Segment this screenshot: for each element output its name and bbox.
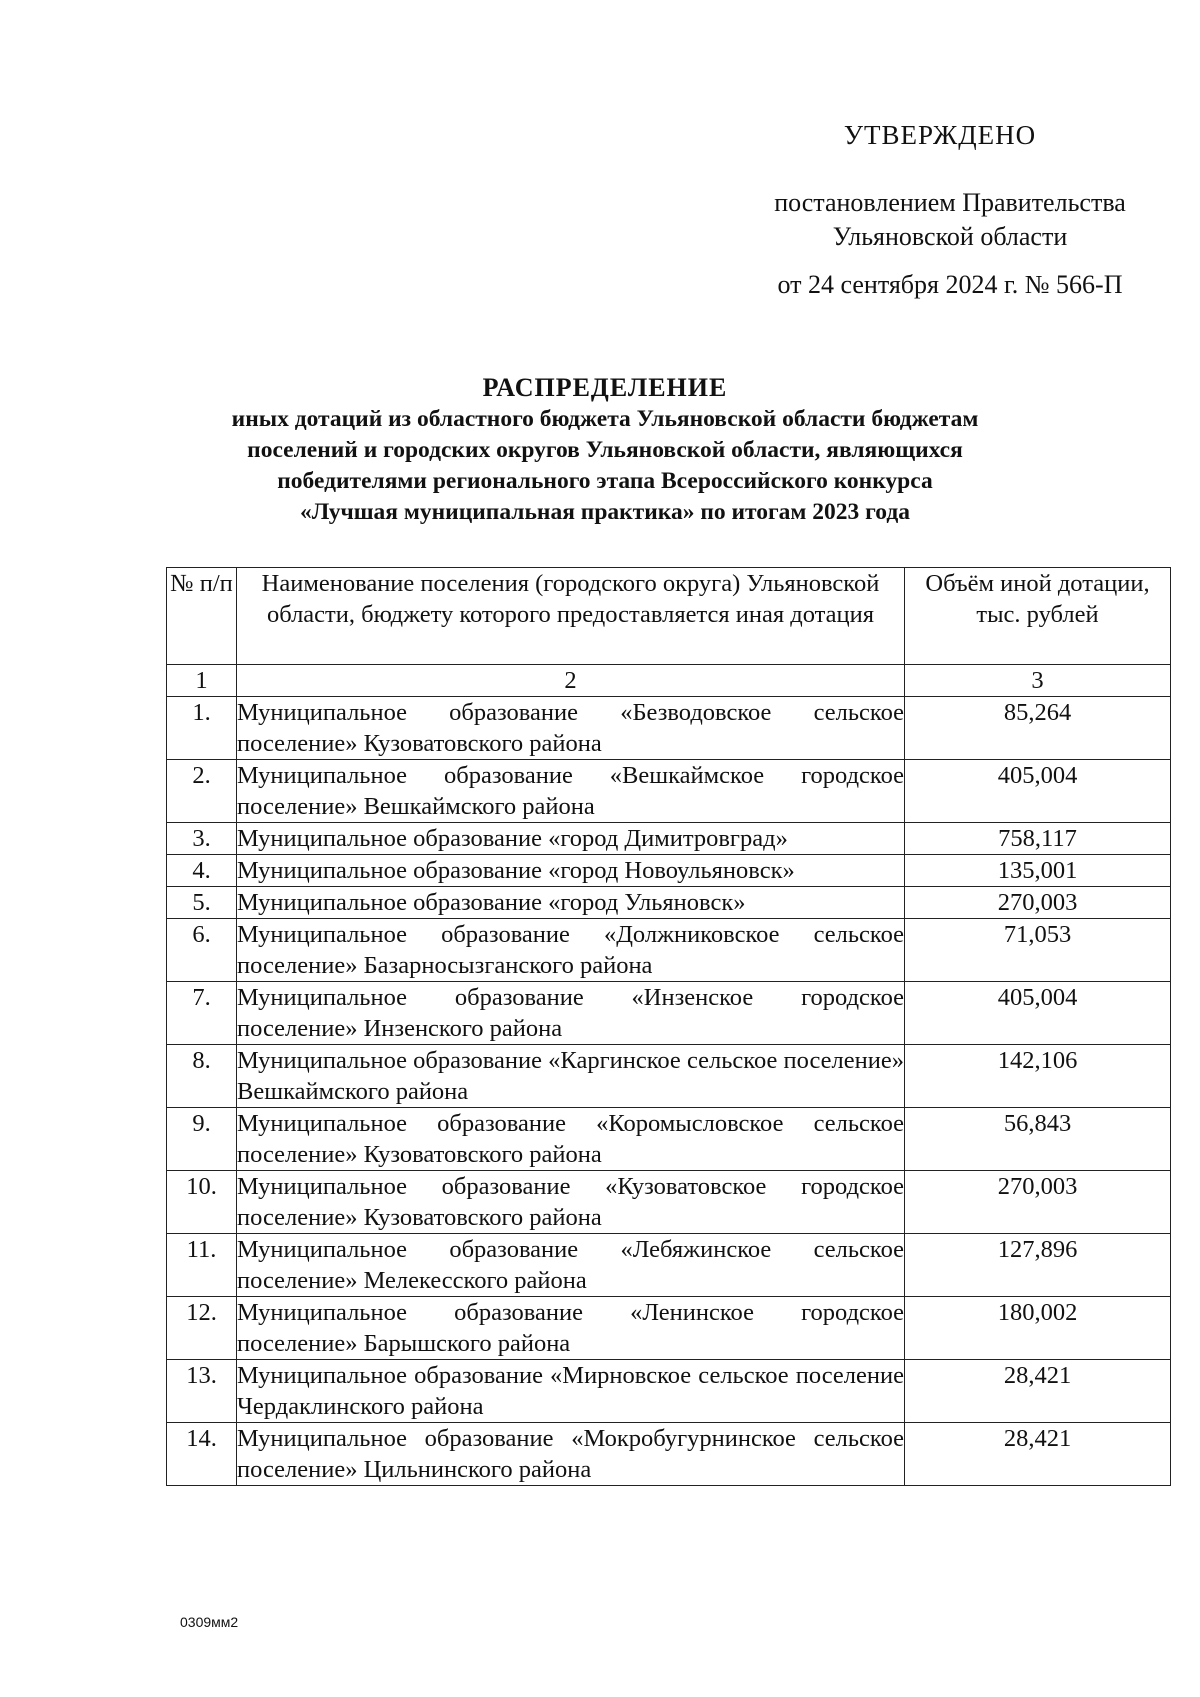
table-row <box>167 919 1171 982</box>
row-number: 11. <box>167 1234 237 1297</box>
table-row <box>167 1171 1171 1234</box>
table-row <box>167 887 1171 919</box>
row-amount: 270,003 <box>905 887 1171 919</box>
table-row <box>167 1234 1171 1297</box>
table-row <box>167 823 1171 855</box>
decree-date: от 24 сентября 2024 г. № 566-П <box>777 270 1123 299</box>
table-row <box>167 697 1171 760</box>
row-name: Муниципальное образование «Кузоватовское городское поселение» Кузоватовского района <box>237 1171 905 1234</box>
row-name: Муниципальное образование «Мокробугурнинское сельское поселение» Цильнинского района <box>237 1423 905 1486</box>
column-number-1: 1 <box>167 665 237 697</box>
row-number: 5. <box>167 887 237 919</box>
row-name: Муниципальное образование «Вешкаймское городское поселение» Вешкаймского района <box>237 760 905 823</box>
row-amount: 71,053 <box>905 919 1171 982</box>
row-amount: 28,421 <box>905 1360 1171 1423</box>
row-amount: 270,003 <box>905 1171 1171 1234</box>
row-amount: 56,843 <box>905 1108 1171 1171</box>
row-amount: 142,106 <box>905 1045 1171 1108</box>
row-name: Муниципальное образование «Безводовское сельское поселение» Кузоватовского района <box>237 697 905 760</box>
row-amount: 85,264 <box>905 697 1171 760</box>
title-line-4: «Лучшая муниципальная практика» по итогам 2023 года <box>300 499 910 525</box>
row-amount: 135,001 <box>905 855 1171 887</box>
row-name: Муниципальное образование «Инзенское городское поселение» Инзенского района <box>237 982 905 1045</box>
row-name: Муниципальное образование «Лебяжинское сельское поселение» Мелекесского района <box>237 1234 905 1297</box>
row-amount: 405,004 <box>905 760 1171 823</box>
row-number: 2. <box>167 760 237 823</box>
row-number: 13. <box>167 1360 237 1423</box>
row-amount: 405,004 <box>905 982 1171 1045</box>
header-num: № п/п <box>167 568 237 665</box>
row-name: Муниципальное образование «город Ульяновск» <box>237 887 905 919</box>
row-number: 8. <box>167 1045 237 1108</box>
table-row <box>167 1297 1171 1360</box>
column-number-3: 3 <box>905 665 1171 697</box>
title-main: РАСПРЕДЕЛЕНИЕ <box>482 373 728 402</box>
row-name: Муниципальное образование «Коромысловское сельское поселение» Кузоватовского района <box>237 1108 905 1171</box>
table-row <box>167 1045 1171 1108</box>
table-row <box>167 760 1171 823</box>
table-header-row <box>167 568 1171 665</box>
title-line-3: победителями регионального этапа Всероссийского конкурса <box>277 468 933 494</box>
distribution-table <box>166 567 1171 1486</box>
approval-stamp: УТВЕРЖДЕНО <box>843 120 1037 150</box>
title-line-1: иных дотаций из областного бюджета Ульяновской области бюджетам <box>231 406 979 432</box>
row-amount: 28,421 <box>905 1423 1171 1486</box>
row-amount: 758,117 <box>905 823 1171 855</box>
row-name: Муниципальное образование «Ленинское городское поселение» Барышского района <box>237 1297 905 1360</box>
table-row <box>167 982 1171 1045</box>
decree-line-1: постановлением Правительства <box>774 188 1126 217</box>
row-number: 14. <box>167 1423 237 1486</box>
row-amount: 180,002 <box>905 1297 1171 1360</box>
row-name: Муниципальное образование «Каргинское сельское поселение» Вешкаймского района <box>237 1045 905 1108</box>
title-line-2: поселений и городских округов Ульяновской области, являющихся <box>247 437 963 463</box>
row-name: Муниципальное образование «город Новоульяновск» <box>237 855 905 887</box>
row-number: 7. <box>167 982 237 1045</box>
row-name: Муниципальное образование «Должниковское сельское поселение» Базарносызганского района <box>237 919 905 982</box>
row-number: 6. <box>167 919 237 982</box>
document-code: 0309мм2 <box>180 1614 239 1630</box>
table-row <box>167 1423 1171 1486</box>
table-row <box>167 1108 1171 1171</box>
decree-line-2: Ульяновской области <box>832 222 1068 251</box>
column-number-row <box>167 665 1171 697</box>
row-number: 10. <box>167 1171 237 1234</box>
table-row <box>167 855 1171 887</box>
document-title <box>170 372 1040 528</box>
row-number: 4. <box>167 855 237 887</box>
row-number: 12. <box>167 1297 237 1360</box>
row-amount: 127,896 <box>905 1234 1171 1297</box>
column-number-2: 2 <box>237 665 905 697</box>
row-number: 3. <box>167 823 237 855</box>
row-name: Муниципальное образование «город Димитровград» <box>237 823 905 855</box>
decree-reference <box>740 186 1160 254</box>
row-name: Муниципальное образование «Мирновское сельское поселение Чердаклинского района <box>237 1360 905 1423</box>
header-amount: Объём иной дотации, тыс. рублей <box>905 568 1171 665</box>
row-number: 1. <box>167 697 237 760</box>
header-name: Наименование поселения (городского округа) Ульяновской области, бюджету которого предоставляется иная дотация <box>237 568 905 665</box>
row-number: 9. <box>167 1108 237 1171</box>
table-row <box>167 1360 1171 1423</box>
